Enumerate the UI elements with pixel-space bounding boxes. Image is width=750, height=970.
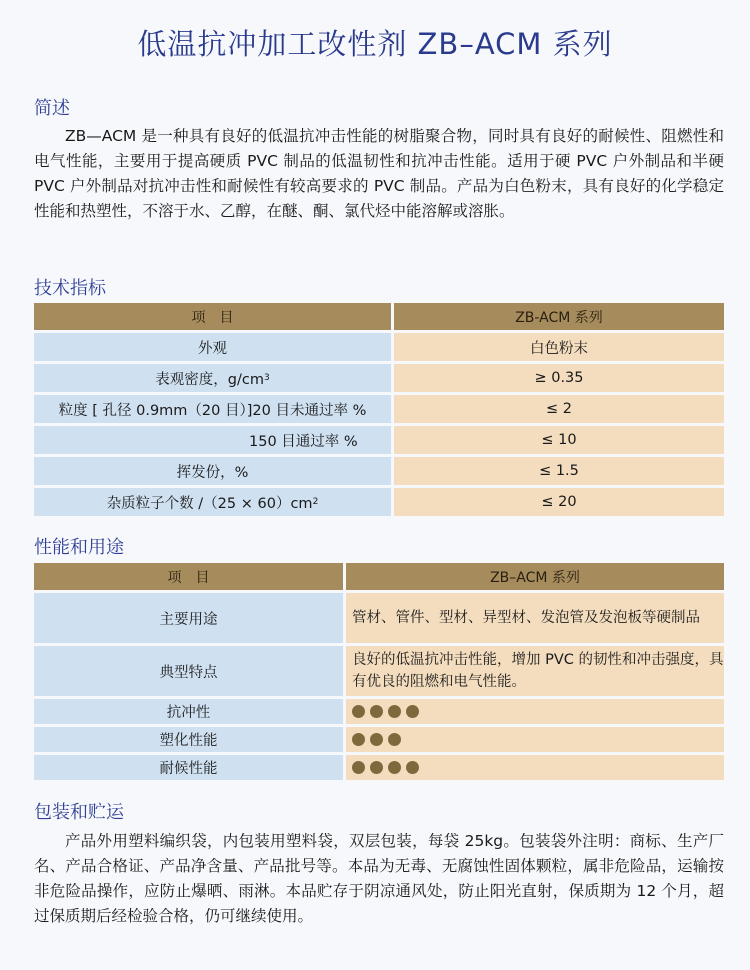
table-row xyxy=(34,593,724,643)
spec-value: ≤ 2 xyxy=(394,395,724,423)
usage-item: 主要用途 xyxy=(34,593,343,643)
table-row xyxy=(34,755,724,780)
spec-col-item: 项 目 xyxy=(34,303,391,330)
table-row xyxy=(34,364,724,392)
rating-cell xyxy=(346,727,724,752)
usage-value: 良好的低温抗冲击性能，增加 PVC 的韧性和冲击强度，具有优良的阻燃和电气性能。 xyxy=(346,646,724,696)
spec-value: 白色粉末 xyxy=(394,333,724,361)
spec-value: ≤ 20 xyxy=(394,488,724,516)
usage-header-row xyxy=(34,563,724,590)
spec-value: ≤ 10 xyxy=(394,426,724,454)
rating-dot xyxy=(406,705,419,718)
rating-dot xyxy=(352,761,365,774)
spec-col-series: ZB-ACM 系列 xyxy=(394,303,724,330)
intro-paragraph: ZB—ACM 是一种具有良好的低温抗冲击性能的树脂聚合物，同时具有良好的耐候性、阻燃性和电气性能，主要用于提高硬质 PVC 制品的低温韧性和抗冲击性能。适用于硬 PVC 户外制品和半硬 PVC 户外制品对抗冲击性和耐候性有较高要求的 PVC 制品。产品为白色粉末，具有良好的化学稳定性能和热塑性，不溶于水、乙醇，在醚、酮、氯代烃中能溶解或溶胀。 xyxy=(34,127,724,220)
spec-header-row xyxy=(34,303,724,330)
page-title: 低温抗冲加工改性剂 ZB–ACM 系列 xyxy=(137,27,613,61)
rating-dot xyxy=(352,705,365,718)
spec-item: 粒度 [ 孔径 0.9mm（20 目）]20 目未通过率 % xyxy=(34,395,391,423)
rating-cell xyxy=(346,755,724,780)
rating-dot xyxy=(352,733,365,746)
packing-heading: 包装和贮运 xyxy=(34,802,124,823)
rating-cell xyxy=(346,699,724,724)
table-row xyxy=(34,457,724,485)
spec-heading: 技术指标 xyxy=(34,278,106,299)
spec-value: ≤ 1.5 xyxy=(394,457,724,485)
table-row xyxy=(34,333,724,361)
table-row xyxy=(34,699,724,724)
intro-heading: 简述 xyxy=(34,98,70,119)
table-row xyxy=(34,646,724,696)
spec-item: 外观 xyxy=(34,333,391,361)
rating-dots xyxy=(352,733,401,746)
usage-table xyxy=(34,563,724,783)
usage-item: 典型特点 xyxy=(34,646,343,696)
usage-col-item: 项 目 xyxy=(34,563,343,590)
rating-dot xyxy=(388,761,401,774)
usage-item: 耐候性能 xyxy=(34,755,343,780)
packing-paragraph: 产品外用塑料编织袋，内包装用塑料袋，双层包装，每袋 25kg。包装袋外注明：商标、生产厂名、产品合格证、产品净含量、产品批号等。本品为无毒、无腐蚀性固体颗粒，属非危险品，运输按非危险品操作，应防止爆晒、雨淋。本品贮存于阴凉通风处，防止阳光直射，保质期为 12 个月，超过保质期后经检验合格，仍可继续使用。 xyxy=(34,832,724,925)
spec-item: 杂质粒子个数 /（25 × 60）cm 2 xyxy=(34,488,391,516)
table-row xyxy=(34,727,724,752)
rating-dots xyxy=(352,705,419,718)
spec-item: 挥发份，% xyxy=(34,457,391,485)
rating-dot xyxy=(370,761,383,774)
spec-item: 表观密度，g/cm 3 xyxy=(34,364,391,392)
table-row xyxy=(34,426,724,454)
usage-item: 塑化性能 xyxy=(34,727,343,752)
usage-col-series: ZB–ACM 系列 xyxy=(346,563,724,590)
usage-value: 管材、管件、型材、异型材、发泡管及发泡板等硬制品 xyxy=(346,593,724,643)
table-row xyxy=(34,395,724,423)
rating-dot xyxy=(388,705,401,718)
rating-dot xyxy=(370,733,383,746)
spec-value: ≥ 0.35 xyxy=(394,364,724,392)
rating-dots xyxy=(352,761,419,774)
spec-item: 150 目通过率 % xyxy=(34,426,391,454)
spec-table xyxy=(34,303,724,519)
table-row xyxy=(34,488,724,516)
usage-item: 抗冲性 xyxy=(34,699,343,724)
rating-dot xyxy=(406,761,419,774)
usage-heading: 性能和用途 xyxy=(34,537,124,558)
rating-dot xyxy=(370,705,383,718)
rating-dot xyxy=(388,733,401,746)
